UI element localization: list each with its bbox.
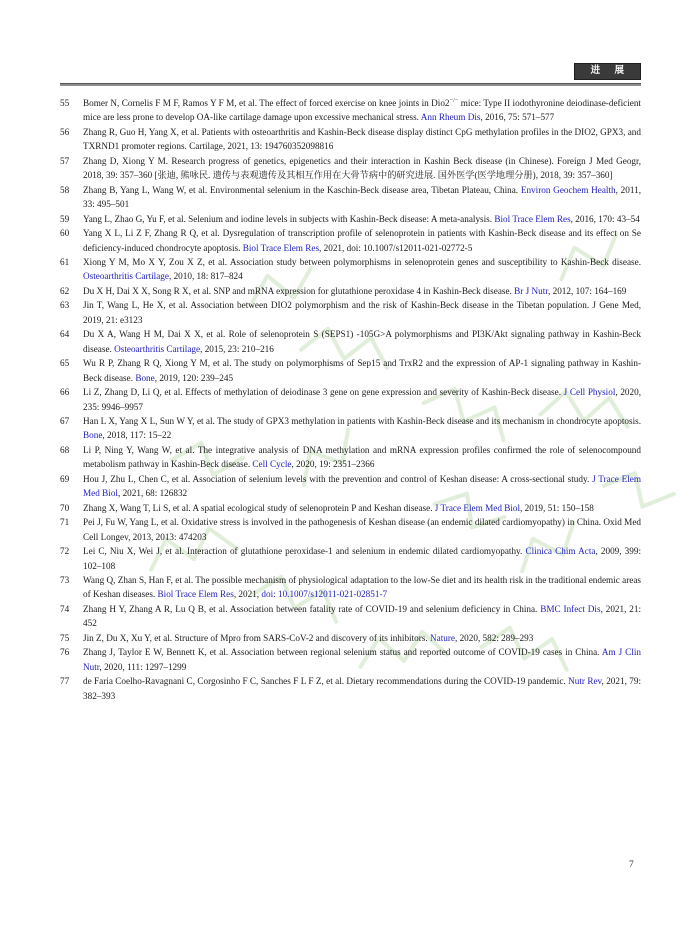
reference-number: 73: [60, 574, 70, 585]
reference-number: 68: [60, 444, 70, 455]
reference-segment: de Faria Coelho-Ravagnani C, Corgosinho F C, Sanches F L F Z, et al. Dietary recommendations during the COVID-19 pandemic.: [83, 676, 569, 687]
journal-link[interactable]: Osteoarthritis Cartilage: [83, 271, 169, 282]
reference-segment: Du X H, Dai X X, Song R X, et al. SNP and mRNA expression for glutathione peroxidase 4 in Kashin-Beck disease.: [83, 285, 515, 296]
reference-segment: , 2018, 117: 15–22: [102, 430, 172, 441]
journal-link[interactable]: J Trace Elem Med Biol: [83, 473, 641, 499]
reference-segment: Wu R P, Zhang R Q, Xiong Y M, et al. The study on polymorphisms of Sep15 and TrxR2 and the expression of AP-1 signaling pathway in Kashin-Beck disease.: [83, 358, 641, 383]
journal-link[interactable]: Biol Trace Elem Res: [242, 242, 320, 253]
journal-link[interactable]: BMC Infect Dis: [540, 603, 601, 614]
reference-text: [83, 414, 641, 443]
reference-segment: mice: Type II iodothyronine deiodinase-deficient mice are less prone to develop OA-like cartilage damage upon excessive mechanical stress.: [83, 98, 641, 123]
reference-item: [60, 284, 641, 298]
reference-segment: , 2019, 51: 150–158: [520, 502, 594, 513]
reference-text: [83, 96, 641, 125]
reference-number: 69: [60, 473, 70, 484]
reference-text: [83, 226, 641, 255]
reference-item: [60, 631, 641, 645]
reference-segment: , 2021, 79: 382–393: [83, 676, 641, 701]
page-number: 7: [629, 860, 634, 870]
superscript-text: −/−: [449, 96, 459, 104]
journal-link[interactable]: J Trace Elem Med Biol: [434, 502, 521, 513]
reference-segment: , 2011, 33: 495–501: [83, 184, 641, 210]
reference-number: 55: [60, 98, 70, 108]
reference-list: [60, 96, 641, 703]
reference-text: [83, 515, 641, 544]
journal-link[interactable]: Bone: [83, 430, 103, 441]
journal-link[interactable]: J Cell Physiol: [563, 387, 616, 398]
reference-text: [83, 327, 641, 356]
reference-segment: , 2021,: [233, 589, 262, 600]
reference-segment: Zhang D, Xiong Y M. Research progress of genetics, epigenetics and their interaction in Kashin Beck disease (in Chinese). Foreign J Med Geogr, 2018, 39: 357–360 [张迪, 熊咏民. 遗传与表观遗传及其相互作用在大骨节病中的研究进展. 国外医学(医学地理分册), 2018, 39: 357–360]: [83, 155, 641, 181]
reference-item: [60, 327, 641, 356]
journal-link[interactable]: Biol Trace Elem Res: [157, 589, 234, 600]
reference-item: [60, 96, 641, 125]
reference-item: [60, 298, 641, 327]
reference-segment: Zhang J, Taylor E W, Bennett K, et al. Association between regional selenium status and reported outcome of COVID-19 cases in China.: [83, 647, 602, 658]
reference-number: 77: [60, 676, 70, 687]
reference-number: 72: [60, 546, 70, 557]
journal-link[interactable]: Nutr Rev: [568, 676, 602, 687]
reference-text: [83, 602, 641, 631]
journal-link[interactable]: Cell Cycle: [252, 459, 292, 470]
reference-number: 56: [60, 126, 70, 137]
reference-segment: , 2019, 120: 239–245: [154, 372, 234, 383]
reference-segment: Hou J, Zhu L, Chen C, et al. Association of selenium levels with the prevention and control of Keshan disease: A cross-sectional study.: [83, 473, 593, 484]
reference-segment: , 2021, 21: 452: [83, 603, 641, 629]
reference-item: [60, 674, 641, 703]
reference-item: [60, 501, 641, 515]
journal-link[interactable]: Clinica Chim Acta: [525, 546, 596, 557]
reference-number: 61: [60, 256, 70, 267]
reference-number: 67: [60, 415, 70, 426]
reference-segment: , 2021, 68: 126832: [117, 488, 188, 499]
reference-segment: Zhang B, Yang L, Wang W, et al. Environmental selenium in the Kaschin-Beck disease area, Tibetan Plateau, China.: [83, 184, 521, 195]
reference-text: [83, 443, 641, 472]
reference-text: [83, 501, 641, 515]
reference-segment: Pei J, Fu W, Yang L, et al. Oxidative stress is involved in the pathogenesis of Keshan disease (an endemic dilated cardiomyopathy) in China. Oxid Med Cell Longev, 2013, 2013: 474203: [83, 517, 641, 542]
reference-number: 58: [60, 184, 70, 195]
reference-segment: Wang Q, Zhan S, Han F, et al. The possible mechanism of physiological adaptation to the low-Se diet and its health risk in the traditional endemic areas of Keshan diseases.: [83, 574, 641, 600]
journal-link[interactable]: Am J Clin Nutr: [83, 647, 641, 672]
reference-number: 70: [60, 502, 70, 513]
reference-text: [83, 284, 641, 298]
reference-segment: , 2020, 111: 1297–1299: [99, 661, 187, 672]
reference-segment: Yang L, Zhao G, Yu F, et al. Selenium and iodine levels in subjects with Kashin-Beck disease: A meta-analysis.: [83, 213, 495, 224]
reference-segment: Jin T, Wang L, He X, et al. Association between DIO2 polymorphism and the risk of Kashin-Beck disease in the Tibetan population. J Gene Med, 2019, 21: e3123: [83, 300, 641, 325]
reference-item: [60, 645, 641, 674]
reference-item: [60, 385, 641, 414]
reference-text: [83, 255, 641, 284]
reference-number: 57: [60, 155, 70, 166]
reference-item: [60, 515, 641, 544]
reference-segment: Xiong Y M, Mo X Y, Zou X Z, et al. Association study between polymorphisms in selenoprotein genes and susceptibility to Kashin-Beck disease.: [83, 256, 641, 267]
journal-link[interactable]: Bone: [135, 372, 155, 383]
reference-item: [60, 154, 641, 183]
reference-segment: , 2010, 18: 817–824: [168, 271, 243, 282]
reference-segment: Bomer N, Cornelis F M F, Ramos Y F M, et al. The effect of forced exercise on knee joints in Dio2: [83, 98, 450, 108]
reference-segment: Li P, Ning Y, Wang W, et al. The integrative analysis of DNA methylation and mRNA expression profiles confirmed the role of selenocompound metabolism pathway in Kashin-Beck disease.: [83, 444, 641, 470]
reference-text: [83, 573, 641, 602]
reference-number: 60: [60, 228, 70, 239]
reference-number: 71: [60, 517, 70, 528]
reference-segment: Lei C, Niu X, Wei J, et al. Interaction of glutathione peroxidase-1 and selenium in endemic dilated cardiomyopathy.: [83, 546, 526, 557]
reference-segment: , 2021, doi: 10.1007/s12011-021-02772-5: [319, 242, 473, 253]
reference-segment: Zhang H Y, Zhang A R, Lu Q B, et al. Association between fatality rate of COVID-19 and selenium deficiency in China.: [83, 603, 541, 614]
header-divider: [60, 83, 641, 86]
reference-item: [60, 255, 641, 284]
reference-text: [83, 472, 641, 501]
reference-item: [60, 544, 641, 573]
reference-item: [60, 472, 641, 501]
journal-link[interactable]: Ann Rheum Dis: [420, 112, 481, 123]
reference-number: 62: [60, 285, 70, 296]
journal-link[interactable]: Biol Trace Elem Res: [494, 213, 571, 224]
reference-item: [60, 212, 641, 226]
reference-text: [83, 645, 641, 674]
reference-segment: Du X A, Wang H M, Dai X X, et al. Role of selenoprotein S (SEPS1) -105G>A polymorphisms and PI3K/Akt signaling pathway in Kashin-Beck disease.: [83, 329, 641, 354]
reference-segment: , 2020, 235: 9946–9957: [83, 387, 641, 412]
reference-text: [83, 674, 641, 703]
reference-item: [60, 602, 641, 631]
reference-item: [60, 443, 641, 472]
reference-number: 75: [60, 632, 70, 643]
reference-item: [60, 125, 641, 154]
reference-segment: , 2020, 19: 2351–2366: [291, 459, 375, 470]
reference-item: [60, 414, 641, 443]
reference-text: [83, 298, 641, 327]
reference-segment: Zhang R, Guo H, Yang X, et al. Patients with osteoarthritis and Kashin-Beck disease display distinct CpG methylation profiles in the DIO2, GPX3, and TXRND1 promoter regions. Cartilage, 2021, 13: 194760352098816: [83, 126, 641, 152]
reference-text: [83, 385, 641, 414]
reference-number: 63: [60, 300, 70, 311]
reference-item: [60, 573, 641, 602]
reference-text: [83, 544, 641, 573]
journal-link[interactable]: Environ Geochem Health: [520, 184, 616, 195]
reference-item: [60, 226, 641, 255]
reference-text: [83, 154, 641, 183]
journal-link[interactable]: Osteoarthritis Cartilage: [114, 343, 201, 354]
reference-segment: Han L X, Yang X L, Sun W Y, et al. The study of GPX3 methylation in patients with Kashin-Beck disease and its mechanism in chondrocyte apoptosis.: [83, 415, 641, 426]
reference-text: [83, 183, 641, 212]
reference-item: [60, 183, 641, 212]
reference-text: [83, 356, 641, 385]
reference-segment: Li Z, Zhang D, Li Q, et al. Effects of methylation of deiodinase 3 gene on gene expression and severity of Kashin-Beck disease.: [83, 387, 564, 398]
section-badge: 进 展: [574, 63, 641, 80]
reference-text: [83, 631, 641, 645]
reference-segment: , 2015, 23: 210–216: [200, 343, 274, 354]
reference-segment: , 2012, 107: 164–169: [548, 285, 627, 296]
reference-number: 64: [60, 329, 70, 340]
reference-text: [83, 125, 641, 154]
reference-segment: , 2020, 582: 289–293: [454, 632, 534, 643]
reference-segment: Yang X L, Li Z F, Zhang R Q, et al. Dysregulation of transcription profile of selenoprotein in patients with Kashin-Beck disease and its effect on Se deficiency-induced chondrocyte apoptosis.: [83, 228, 641, 253]
journal-link[interactable]: Br J Nutr: [514, 285, 548, 296]
reference-number: 74: [60, 603, 70, 614]
journal-link[interactable]: Nature: [429, 632, 455, 643]
reference-number: 65: [60, 358, 70, 369]
reference-item: [60, 356, 641, 385]
reference-segment: Jin Z, Du X, Xu Y, et al. Structure of Mpro from SARS-CoV-2 and discovery of its inhibitors.: [83, 632, 430, 643]
reference-number: 59: [60, 213, 70, 224]
reference-segment: Zhang X, Wang T, Li S, et al. A spatial ecological study of selenoprotein P and Keshan disease.: [83, 502, 435, 513]
reference-segment: , 2009, 399: 102–108: [83, 546, 642, 571]
reference-segment: , 2016, 170: 43–54: [570, 213, 640, 224]
reference-number: 76: [60, 647, 70, 658]
reference-number: 66: [60, 387, 70, 398]
reference-segment: , 2016, 75: 571–577: [480, 112, 555, 123]
reference-text: [83, 212, 641, 226]
journal-link[interactable]: doi: 10.1007/s12011-021-02851-7: [261, 589, 388, 600]
